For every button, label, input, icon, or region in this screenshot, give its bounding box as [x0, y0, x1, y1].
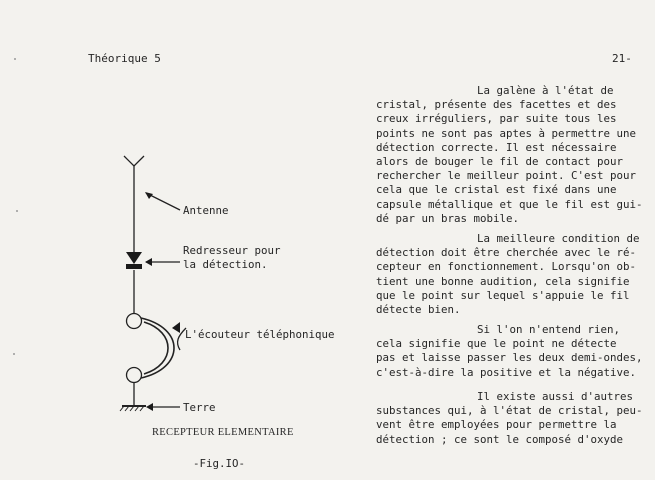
text-line: La galène à l'état de: [477, 84, 614, 97]
label-rectifier-line2: la détection.: [183, 258, 268, 271]
diode-symbol: [126, 252, 142, 264]
page-section-title: Théorique 5: [88, 52, 161, 65]
paragraph-no-sound: [376, 323, 643, 380]
text-line: cela signifie que le point ne détecte: [376, 337, 617, 351]
figure-number: -Fig.IO-: [193, 457, 246, 470]
text-line: que le point sur lequel s'appuie le fil: [376, 288, 630, 302]
text-line: creux irréguliers, par suite tous les: [376, 112, 617, 126]
text-line: détection ; ce sont le composé d'oxyde: [376, 432, 624, 446]
page-number: 21-: [612, 52, 632, 65]
label-ground: Terre: [183, 401, 216, 414]
text-line: alors de bouger le fil de contact pour: [376, 155, 624, 169]
text-line: détection doit être cherchée avec le ré-: [376, 246, 637, 260]
text-line: points ne sont pas aptes à permettre une: [376, 126, 637, 140]
text-line: substances qui, à l'état de cristal, peu-: [376, 404, 643, 418]
text-line: capsule métallique et que le fil est gui-: [376, 197, 643, 211]
earphone-bottom-terminal: [127, 368, 142, 383]
label-earphone: L'écouteur téléphonique: [185, 328, 335, 341]
label-antenna: Antenne: [183, 204, 229, 217]
text-line: c'est-à-dire la positive et la négative.: [376, 365, 637, 379]
diode-bar: [126, 264, 142, 269]
text-line: détection correcte. Il est nécessaire: [376, 140, 617, 154]
paragraph-other-substances: [376, 390, 643, 447]
text-line: pas et laisse passer les deux demi-ondes,: [376, 351, 643, 365]
earphone-top-terminal: [127, 314, 142, 329]
text-line: La meilleure condition de: [477, 232, 640, 245]
text-line: Il existe aussi d'autres: [477, 390, 634, 403]
label-rectifier-line1: Redresseur pour: [183, 244, 281, 257]
text-line: Si l'on n'entend rien,: [477, 323, 621, 336]
text-line: vent être employées pour permettre la: [376, 418, 617, 432]
figure-caption: RECEPTEUR ELEMENTAIRE: [152, 427, 294, 438]
earphone-body: [141, 318, 174, 378]
antenna-symbol: [124, 156, 144, 166]
text-line: dé par un bras mobile.: [376, 211, 520, 225]
text-line: cepteur en fonctionnement. Lorsqu'on ob-: [376, 260, 637, 274]
paragraph-detection-condition: [376, 232, 640, 317]
text-line: détecte bien.: [376, 303, 461, 317]
text-line: tient une bonne audition, cela signifie: [376, 274, 630, 288]
text-line: rechercher le meilleur point. C'est pour: [376, 169, 637, 183]
text-line: cristal, présente des facettes et des: [376, 98, 617, 112]
paragraph-galena: [376, 84, 643, 226]
text-line: cela que le cristal est fixé dans une: [376, 183, 617, 197]
